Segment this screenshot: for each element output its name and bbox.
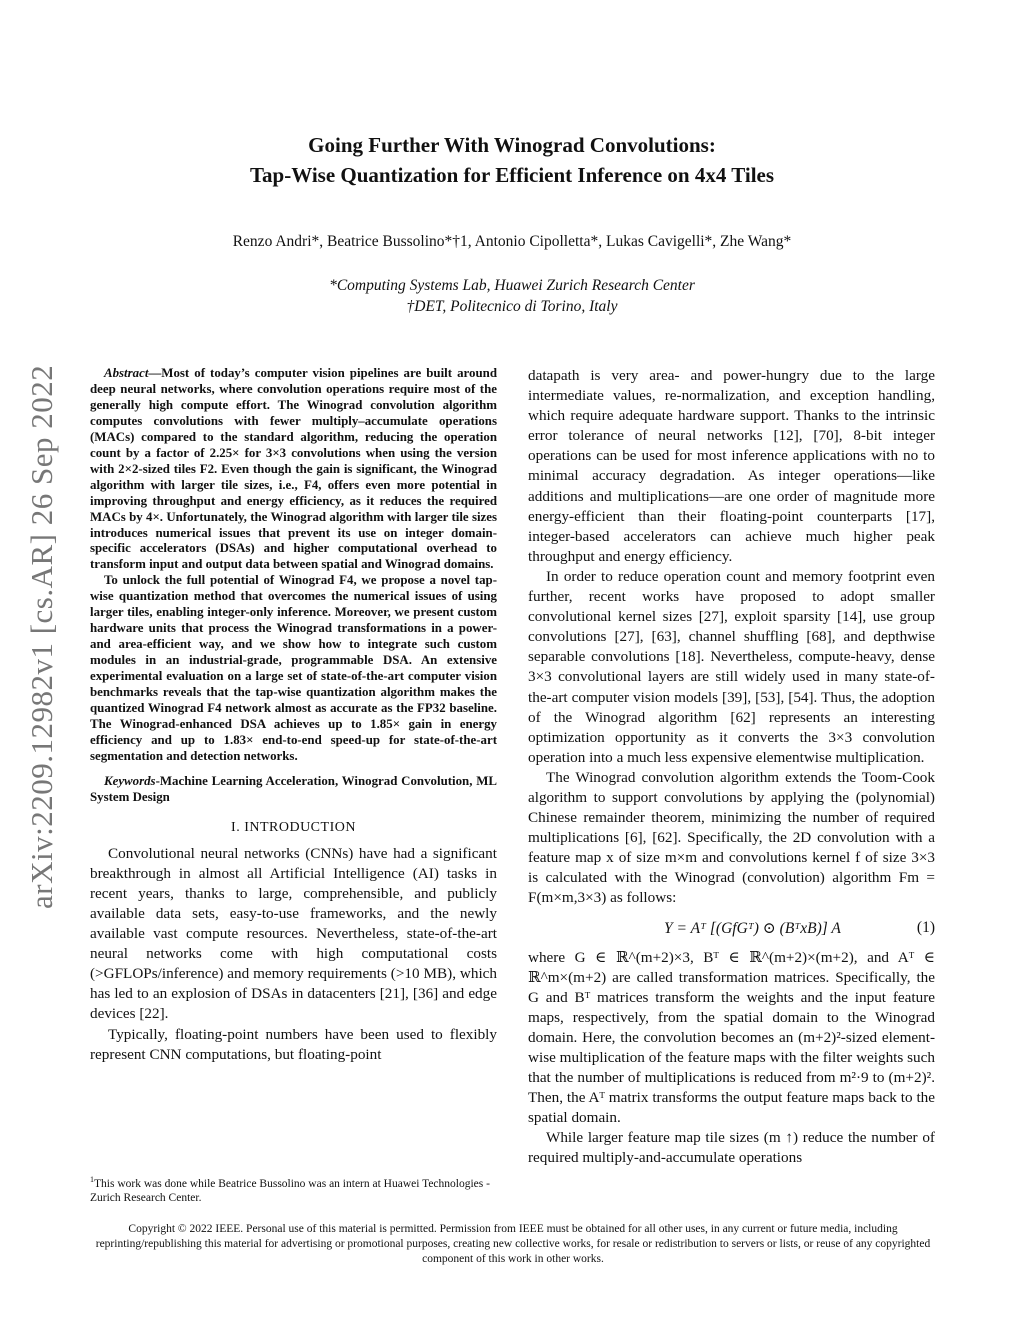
section-heading-introduction: I. INTRODUCTION [231,819,356,835]
abstract-paragraph-1 [90,366,497,573]
footnote-number: 1 [90,1175,94,1184]
copyright-notice: Copyright © 2022 IEEE. Personal use of this material is permitted. Permission from IEEE must be obtained for all other uses, in any current or future media, including reprinting/republishing this material for advertising or promotional purposes, creating new collective works, for resale or redistribution to servers or lists, or reuse of any copyrighted component of this work in other works. [95,1223,931,1265]
affiliation-2: †DET, Politecnico di Torino, Italy [406,298,618,315]
keywords-text: -Machine Learning Acceleration, Winograd Convolution, ML System Design [90,773,497,804]
footnote-text: This work was done while Beatrice Bussolino was an intern at Huawei Technologies - Zurich Research Center. [90,1177,490,1205]
footnote [90,1173,497,1206]
abstract-text-1: —Most of today’s computer vision pipelines are built around deep neural networks, where convolution operations require most of the generally high compute effort. The Winograd convolution algorithm computes convolutions with fewer multiply–accumulate operations (MACs) compared to the standard algorithm, reducing the operation count by a factor of 2.25× for 3×3 convolutions when using the version with 2×2-sized tiles F2. Even though the gain is significant, the Winograd algorithm with larger tile sizes, i.e., F4, offers even more potential in improving throughput and energy efficiency, as it reduces the required MACs by 4×. Unfortunately, the Winograd algorithm with larger tile sizes introduces numerical issues that prevent its use on integer domain-specific accelerators (DSAs) and higher computational overhead to transform input and output data between spatial and Winograd domains. [90,366,497,572]
keywords [90,774,497,806]
left-column [90,366,497,1065]
title-line-2: Tap-Wise Quantization for Efficient Inference on 4x4 Tiles [249,163,775,187]
intro-paragraph-2: Typically, floating-point numbers have been used to flexibly represent CNN computations, but floating-point [90,1025,497,1063]
authors: Renzo Andri*, Beatrice Bussolino*†1, Antonio Cipolletta*, Lukas Cavigelli*, Zhe Wang* [232,233,792,250]
equation-number: (1) [916,918,935,936]
title-line-1: Going Further With Winograd Convolutions: [308,133,716,157]
abstract-paragraph-2: To unlock the full potential of Winograd F4, we propose a novel tap-wise quantization method that overcomes the numerical issues of using larger tiles, enabling integer-only inference. Moreover, we present custom hardware units that process the Winograd transformations in a power- and area-efficient way, and we show how to integrate such custom modules in an industrial-grade, programmable DSA. An extensive experimental evaluation on a large set of state-of-the-art computer vision benchmarks reveals that the tap-wise quantization algorithm makes the quantized Winograd F4 network almost as accurate as the FP32 baseline. The Winograd-enhanced DSA achieves up to 1.85× gain in energy efficiency and up to 1.83× end-to-end speed-up for state-of-the-art segmentation and detection networks. [90,573,497,763]
body-paragraph-1: datapath is very area- and power-hungry due to the large intermediate values, re-normalization, and exception handling, which require adequate hardware support. Thanks to the intrinsic error tolerance of neural networks [12], [70], 8-bit integer operations can be used for most inference applications with no to minimal accuracy degradation. As integer operations—like additions and multiplications—are one order of magnitude more energy-efficient than their floating-point counterparts [17], integer-based accelerators can achieve much higher peak throughput and energy efficiency. [528,367,935,565]
body-paragraph-3: The Winograd convolution algorithm extends the Toom-Cook algorithm to support convolutions by applying the (polynomial) Chinese remainder theorem, minimizing the number of required multiplications [6], [62]. Specifically, the 2D convolution with a feature map x of size m×m and convolutions kernel f of size 3×3 is calculated with the Winograd (convolution) algorithm Fm = F(m×m,3×3) as follows: [528,768,935,907]
right-column [528,366,935,1169]
intro-paragraph-1: Convolutional neural networks (CNNs) have had a significant breakthrough in almost all Artificial Intelligence (AI) tasks in recent years, thanks to large, comprehensible, and publicly available data sets, easy-to-use frameworks, and the newly available vast compute resources. Nevertheless, state-of-the-art neural networks come with high computational costs (>GFLOPs/inference) and memory requirements (>10 MB), which has led to an explosion of DSAs in datacenters [21], [36] and edge devices [22]. [90,844,497,1023]
arxiv-sidebar-id: arXiv:2209.12982v1 [cs.AR] 26 Sep 2022 [24,364,59,909]
abstract-lead: Abstract [104,366,149,380]
body-paragraph-2: In order to reduce operation count and memory footprint even further, recent works have proposed to adopt smaller convolutional kernel sizes [27], exploit sparsity [14], use group convolutions [27], [63], channel shuffling [68], and depthwise separable convolutions [18]. Nevertheless, compute-heavy, dense 3×3 convolutional layers are still widely used in many state-of-the-art computer vision models [39], [53], [54]. Thus, the adoption of the Winograd algorithm [62] represents an interesting optimization opportunity as it converts the 3×3 convolution operation into a much less expensive elementwise multiplication. [528,567,935,766]
paper-title [120,130,904,190]
affiliations [120,275,904,317]
body-paragraph-4: where G ∈ ℝ^(m+2)×3, Bᵀ ∈ ℝ^(m+2)×(m+2), and Aᵀ ∈ ℝ^m×(m+2) are called transformation matrices. Specifically, the G and Bᵀ matrices transform the weights and the input feature maps, respectively, from the spatial domain to the Winograd domain. Here, the convolution becomes an (m+2)²-sized element-wise multiplication of the feature maps with the filter weights such that the number of multiplications is reduced from m²·9 to (m+2)². Then, the Aᵀ matrix transforms the output feature maps back to the spatial domain. [528,948,935,1127]
affiliation-1: *Computing Systems Lab, Huawei Zurich Research Center [329,277,695,294]
equation-1 [528,919,935,938]
keywords-lead: Keywords [104,773,156,788]
equation-body: Y = Aᵀ [(GfGᵀ) ⊙ (BᵀxB)] A [664,919,841,937]
body-paragraph-5: While larger feature map tile sizes (m ↑) reduce the number of required multiply-and-accumulate operations [528,1129,935,1167]
